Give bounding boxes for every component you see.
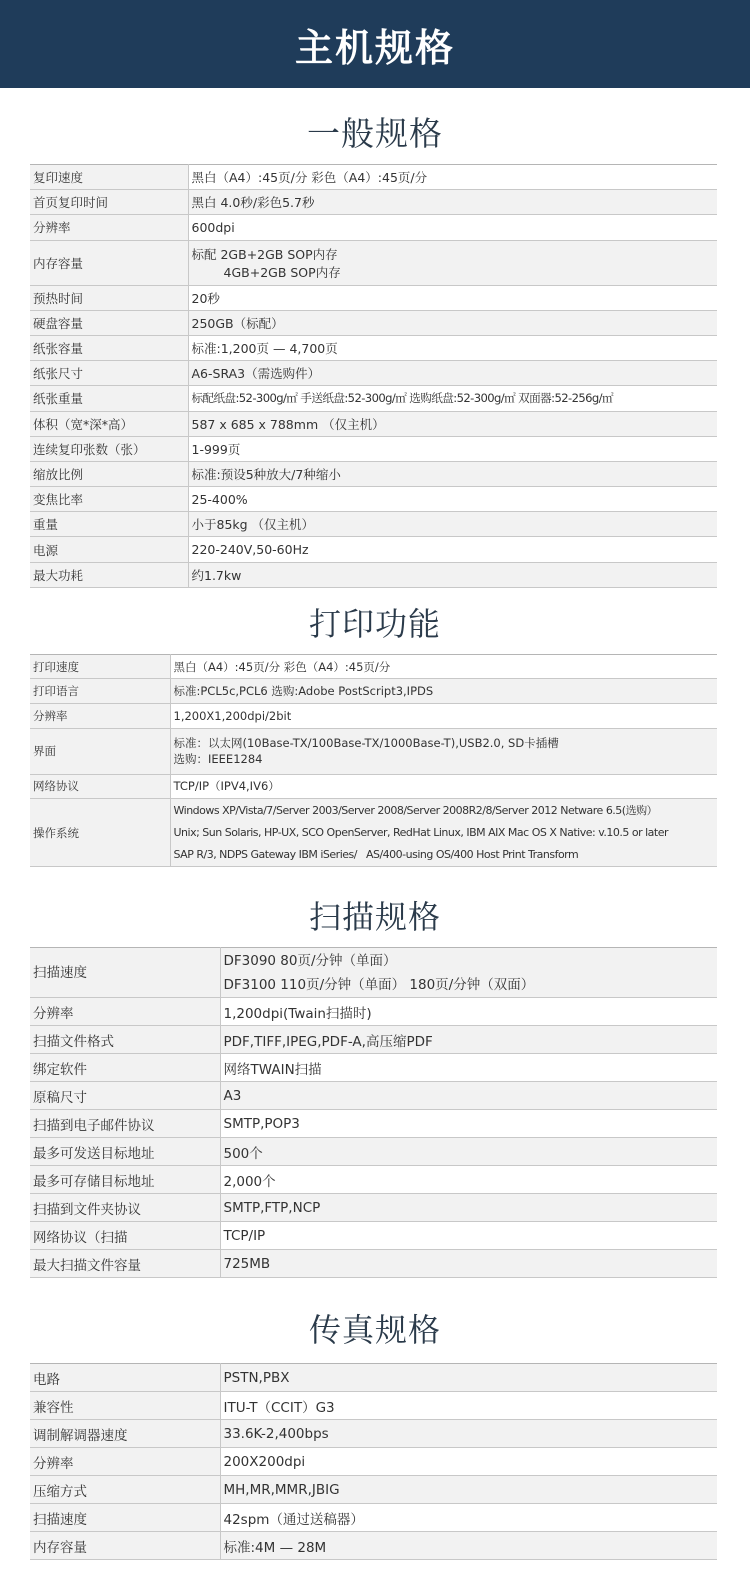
spec-value: PSTN,PBX	[220, 1364, 717, 1392]
spec-key: 变焦比率	[30, 487, 188, 512]
spec-key: 网络协议（扫描	[30, 1222, 220, 1250]
spec-value: A3	[220, 1082, 717, 1110]
spec-key: 体积（宽*深*高）	[30, 411, 188, 436]
spec-value: 标准:1,200页 — 4,700页	[188, 335, 717, 360]
spec-key: 纸张尺寸	[30, 361, 188, 386]
spec-row	[30, 436, 717, 461]
spec-value-line: DF3090 80页/分钟（单面）	[223, 952, 397, 969]
spec-value: 2,000个	[220, 1166, 717, 1194]
spec-value: 725MB	[220, 1250, 717, 1278]
spec-row	[30, 1364, 717, 1392]
spec-value: TCP/IP	[220, 1222, 717, 1250]
spec-row	[30, 240, 717, 285]
spec-row	[30, 537, 717, 562]
spec-key: 连续复印张数（张）	[30, 436, 188, 461]
spec-value: 25-400%	[188, 487, 717, 512]
spec-row	[30, 1222, 717, 1250]
spec-key: 打印速度	[30, 654, 170, 679]
spec-row	[30, 799, 717, 867]
spec-key: 分辨率	[30, 1448, 220, 1476]
spec-value: 600dpi	[188, 215, 717, 240]
spec-value: 587 x 685 x 788mm （仅主机）	[188, 411, 717, 436]
spec-key: 分辨率	[30, 215, 188, 240]
spec-row	[30, 310, 717, 335]
spec-value	[170, 728, 717, 774]
spec-key: 调制解调器速度	[30, 1420, 220, 1448]
spec-value-line: DF3100 110页/分钟（单面） 180页/分钟（双面）	[223, 976, 535, 993]
spec-value	[170, 799, 717, 867]
spec-value: 500个	[220, 1138, 717, 1166]
spec-value-line: Windows XP/Vista/7/Server 2003/Server 2008/Server 2008R2/8/Server 2012 Netware 6.5(选购）	[173, 803, 658, 817]
spec-value: 1-999页	[188, 436, 717, 461]
spec-row	[30, 1054, 717, 1082]
spec-value: 小于85kg （仅主机）	[188, 512, 717, 537]
spec-value: 42spm（通过送稿器）	[220, 1504, 717, 1532]
spec-row	[30, 1448, 717, 1476]
spec-row	[30, 1532, 717, 1560]
spec-key: 扫描到文件夹协议	[30, 1194, 220, 1222]
spec-value: ITU-T（CCIT）G3	[220, 1392, 717, 1420]
spec-row	[30, 285, 717, 310]
spec-row	[30, 512, 717, 537]
spec-key: 网络协议	[30, 774, 170, 799]
spec-key: 内存容量	[30, 1532, 220, 1560]
spec-row	[30, 679, 717, 704]
print-spec-table	[30, 654, 717, 867]
spec-key: 首页复印时间	[30, 190, 188, 215]
spec-value: 约1.7kw	[188, 562, 717, 587]
spec-key: 最多可存储目标地址	[30, 1166, 220, 1194]
spec-value: TCP/IP（IPV4,IV6）	[170, 774, 717, 799]
spec-value-line: SAP R/3, NDPS Gateway IBM iSeries/ AS/400-using OS/400 Host Print Transform	[173, 847, 579, 861]
spec-row	[30, 1250, 717, 1278]
spec-value-line: Unix; Sun Solaris, HP-UX, SCO OpenServer, RedHat Linux, IBM AIX Mac OS X Native: v.10.5 or later	[173, 825, 668, 839]
spec-value	[188, 240, 717, 285]
spec-value: 20秒	[188, 285, 717, 310]
spec-value: 黑白 4.0秒/彩色5.7秒	[188, 190, 717, 215]
spec-row	[30, 1110, 717, 1138]
spec-key: 缩放比例	[30, 461, 188, 486]
spec-row	[30, 411, 717, 436]
spec-value: 220-240V,50-60Hz	[188, 537, 717, 562]
spec-row	[30, 728, 717, 774]
spec-value: SMTP,FTP,NCP	[220, 1194, 717, 1222]
spec-row	[30, 1420, 717, 1448]
spec-row	[30, 1392, 717, 1420]
spec-value: A6-SRA3（需选购件）	[188, 361, 717, 386]
spec-row	[30, 215, 717, 240]
spec-value: 1,200dpi(Twain扫描时)	[220, 998, 717, 1026]
spec-key: 分辨率	[30, 998, 220, 1026]
spec-row	[30, 948, 717, 998]
section-title-general: 一般规格	[307, 114, 443, 153]
spec-value: 黑白（A4）:45页/分 彩色（A4）:45页/分	[170, 654, 717, 679]
spec-value-line: 选购：IEEE1284	[173, 752, 263, 767]
spec-value-line: 标配 2GB+2GB SOP内存	[191, 246, 338, 262]
spec-row	[30, 165, 717, 190]
section-title-fax: 传真规格	[308, 1311, 441, 1350]
spec-key: 纸张容量	[30, 335, 188, 360]
spec-value: MH,MR,MMR,JBIG	[220, 1476, 717, 1504]
spec-value: PDF,TIFF,IPEG,PDF-A,高压缩PDF	[220, 1026, 717, 1054]
spec-row	[30, 386, 717, 411]
spec-row	[30, 774, 717, 799]
spec-row	[30, 190, 717, 215]
spec-key: 压缩方式	[30, 1476, 220, 1504]
section-title-print: 打印功能	[308, 604, 441, 643]
spec-row	[30, 704, 717, 729]
spec-row	[30, 1138, 717, 1166]
spec-key: 绑定软件	[30, 1054, 220, 1082]
spec-key: 最大扫描文件容量	[30, 1250, 220, 1278]
page-title: 主机规格	[294, 25, 455, 70]
scan-spec-table	[30, 947, 717, 1278]
spec-row	[30, 998, 717, 1026]
spec-key: 重量	[30, 512, 188, 537]
spec-value: 标准:PCL5c,PCL6 选购:Adobe PostScript3,IPDS	[170, 679, 717, 704]
spec-key: 内存容量	[30, 240, 188, 285]
spec-key: 原稿尺寸	[30, 1082, 220, 1110]
spec-key: 兼容性	[30, 1392, 220, 1420]
spec-value	[220, 948, 717, 998]
spec-value: 250GB（标配）	[188, 310, 717, 335]
spec-row	[30, 1026, 717, 1054]
spec-value: 200X200dpi	[220, 1448, 717, 1476]
spec-value-line: 4GB+2GB SOP内存	[223, 264, 341, 280]
spec-value-line: 标准：以太网(10Base-TX/100Base-TX/1000Base-T),USB2.0, SD卡插槽	[173, 736, 559, 751]
spec-key: 最大功耗	[30, 562, 188, 587]
spec-row	[30, 1194, 717, 1222]
spec-key: 分辨率	[30, 704, 170, 729]
spec-row	[30, 562, 717, 587]
spec-key: 界面	[30, 728, 170, 774]
spec-row	[30, 1082, 717, 1110]
spec-row	[30, 654, 717, 679]
spec-value: 标准:4M — 28M	[220, 1532, 717, 1560]
spec-value: 1,200X1,200dpi/2bit	[170, 704, 717, 729]
spec-key: 扫描速度	[30, 948, 220, 998]
spec-value: 33.6K-2,400bps	[220, 1420, 717, 1448]
spec-value: SMTP,POP3	[220, 1110, 717, 1138]
spec-key: 电源	[30, 537, 188, 562]
spec-key: 扫描到电子邮件协议	[30, 1110, 220, 1138]
spec-value: 标准:预设5种放大/7种缩小	[188, 461, 717, 486]
spec-row	[30, 361, 717, 386]
spec-key: 扫描速度	[30, 1504, 220, 1532]
spec-row	[30, 487, 717, 512]
spec-row	[30, 461, 717, 486]
fax-spec-table	[30, 1363, 717, 1560]
spec-key: 纸张重量	[30, 386, 188, 411]
spec-key: 最多可发送目标地址	[30, 1138, 220, 1166]
page-banner	[0, 0, 750, 88]
spec-row	[30, 1476, 717, 1504]
spec-key: 预热时间	[30, 285, 188, 310]
spec-row	[30, 1504, 717, 1532]
general-spec-table	[30, 164, 717, 588]
spec-key: 硬盘容量	[30, 310, 188, 335]
spec-key: 操作系统	[30, 799, 170, 867]
spec-row	[30, 335, 717, 360]
spec-key: 打印语言	[30, 679, 170, 704]
spec-row	[30, 1166, 717, 1194]
spec-key: 复印速度	[30, 165, 188, 190]
spec-key: 电路	[30, 1364, 220, 1392]
spec-value: 黑白（A4）:45页/分 彩色（A4）:45页/分	[188, 165, 717, 190]
spec-key: 扫描文件格式	[30, 1026, 220, 1054]
spec-value: 标配纸盘:52-300g/㎡ 手送纸盘:52-300g/㎡ 选购纸盘:52-300g/㎡ 双面器:52-256g/㎡	[188, 386, 717, 411]
spec-value: 网络TWAIN扫描	[220, 1054, 717, 1082]
section-title-scan: 扫描规格	[308, 898, 441, 937]
